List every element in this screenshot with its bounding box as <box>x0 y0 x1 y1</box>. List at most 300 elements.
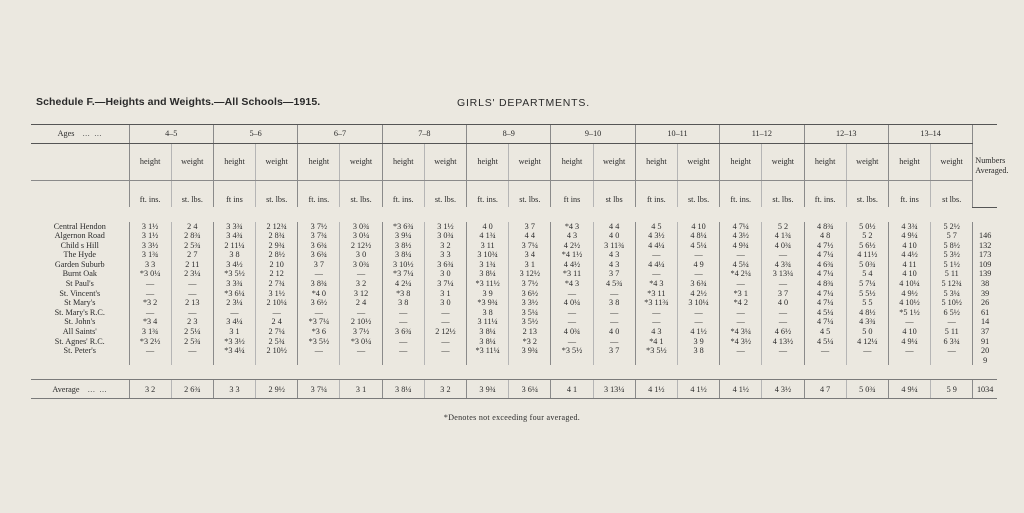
age-group-header: 4–5 <box>129 125 213 144</box>
table-cell: 3 4¼ <box>213 317 255 327</box>
table-cell: 4 0¾ <box>551 327 593 337</box>
table-cell: 3 4 <box>509 250 551 260</box>
unit-label: ft ins <box>551 181 593 208</box>
table-cell: 3 8¼ <box>382 250 424 260</box>
table-cell: 2 3¼ <box>171 269 213 279</box>
table-cell: 2 5¾ <box>171 241 213 251</box>
table-cell: — <box>340 269 382 279</box>
table-cell: 4 5 <box>635 222 677 232</box>
table-cell: 3 10¾ <box>467 250 509 260</box>
school-row <box>31 222 997 232</box>
school-name: All Saints' <box>62 327 97 337</box>
table-cell: 2 10½ <box>340 317 382 327</box>
table-cell <box>888 356 930 366</box>
table-cell: 3 0 <box>424 298 466 308</box>
table-cell: — <box>298 308 340 318</box>
table-cell: 3 7¼ <box>509 241 551 251</box>
spacer-cell <box>31 365 997 380</box>
table-cell: 2 10½ <box>256 346 298 356</box>
table-cell: 3 10¼ <box>677 298 719 308</box>
table-cell: 3 8¼ <box>467 327 509 337</box>
table-cell: 2 12½ <box>424 327 466 337</box>
height-header: height <box>467 144 509 181</box>
numbers-averaged-cell: 14 <box>973 317 997 327</box>
height-header: height <box>720 144 762 181</box>
table-cell: *5 1½ <box>888 308 930 318</box>
table-cell: *3 11¾ <box>635 298 677 308</box>
table-cell: 4 12¼ <box>846 337 888 347</box>
table-cell: *3 3½ <box>213 337 255 347</box>
table-cell: 3 8½ <box>382 241 424 251</box>
weight-header: weight <box>677 144 719 181</box>
school-name: St. John's <box>64 317 96 327</box>
table-cell: 2 13 <box>171 298 213 308</box>
table-cell: — <box>382 317 424 327</box>
units-row <box>31 181 997 208</box>
table-cell: 4 0 <box>593 231 635 241</box>
average-cell: 4 1½ <box>635 380 677 399</box>
table-cell: 4 5¼ <box>804 337 846 347</box>
table-cell: — <box>804 346 846 356</box>
table-cell: 4 2½ <box>677 289 719 299</box>
table-cell: 2 4 <box>171 222 213 232</box>
table-cell: 6 5½ <box>931 308 973 318</box>
table-cell <box>931 356 973 366</box>
table-cell: 5 7 <box>931 231 973 241</box>
table-cell: 3 7 <box>298 260 340 270</box>
school-name: Algernon Road <box>54 231 105 241</box>
table-cell: *3 2 <box>509 337 551 347</box>
table-cell: 2 10 <box>256 260 298 270</box>
table-cell: 3 1¾ <box>129 327 171 337</box>
weight-header: weight <box>340 144 382 181</box>
table-cell: 4 3¾ <box>846 317 888 327</box>
table-cell: 3 7½ <box>340 327 382 337</box>
unit-label: st. lbs. <box>256 181 298 208</box>
table-cell: — <box>424 346 466 356</box>
table-cell: 4 1½ <box>677 327 719 337</box>
ages-header: Ages ... ... <box>31 125 129 144</box>
table-cell: — <box>762 279 804 289</box>
table-cell: 2 7 <box>171 250 213 260</box>
height-header: height <box>635 144 677 181</box>
average-cell: 3 3 <box>213 380 255 399</box>
average-cell: 3 1 <box>340 380 382 399</box>
table-cell: 4 7½ <box>804 241 846 251</box>
table-cell: 3 1¾ <box>129 250 171 260</box>
numbers-averaged-cell: 173 <box>973 250 997 260</box>
spacer-row <box>31 365 997 380</box>
table-cell: 5 3¼ <box>931 289 973 299</box>
table-cell: 3 3½ <box>509 298 551 308</box>
table-cell: 3 6½ <box>298 298 340 308</box>
table-cell: 5 5½ <box>846 289 888 299</box>
school-name: St Mary's <box>64 298 96 308</box>
table-cell: 3 0¼ <box>340 231 382 241</box>
spacer-row <box>31 207 997 222</box>
table-cell: 2 12½ <box>340 241 382 251</box>
school-name: St. Vincent's <box>59 288 101 298</box>
table-cell: *3 7¼ <box>382 269 424 279</box>
school-row <box>31 298 997 308</box>
average-cell: 4 9¼ <box>888 380 930 399</box>
unit-label: ft. ins <box>888 181 930 208</box>
height-header: height <box>551 144 593 181</box>
table-cell: 2 3¼ <box>213 298 255 308</box>
table-cell: 4 0¾ <box>762 241 804 251</box>
average-cell: 4 7 <box>804 380 846 399</box>
table-cell: *3 5½ <box>551 346 593 356</box>
table-cell: 2 4 <box>340 298 382 308</box>
table-cell: 3 9¾ <box>509 346 551 356</box>
table-cell: *3 2½ <box>129 337 171 347</box>
table-cell: *3 6 <box>298 327 340 337</box>
average-cell: 5 9 <box>931 380 973 399</box>
weight-header: weight <box>424 144 466 181</box>
table-cell: 4 4 <box>593 222 635 232</box>
table-cell: 4 5¾ <box>593 279 635 289</box>
average-cell: 2 6¾ <box>171 380 213 399</box>
table-cell: 3 7½ <box>509 279 551 289</box>
table-cell <box>298 356 340 366</box>
table-cell: 3 3 <box>129 260 171 270</box>
table-cell: 3 12 <box>340 289 382 299</box>
table-cell: 4 10 <box>888 327 930 337</box>
table-cell: 4 2¼ <box>382 279 424 289</box>
measure-header-row <box>31 144 997 181</box>
table-cell: 3 1½ <box>129 231 171 241</box>
table-cell: 2 12¾ <box>256 222 298 232</box>
table-cell: 4 1¾ <box>467 231 509 241</box>
unit-label: st. lbs. <box>677 181 719 208</box>
table-cell: 3 1 <box>213 327 255 337</box>
table-cell: 3 3¾ <box>213 222 255 232</box>
table-cell: — <box>298 269 340 279</box>
table-cell: 4 7¼ <box>804 250 846 260</box>
height-header: height <box>888 144 930 181</box>
table-cell: 4 13½ <box>762 337 804 347</box>
numbers-averaged-cell: 38 <box>973 279 997 289</box>
numbers-averaged-cell: 20 <box>973 346 997 356</box>
table-cell: 5 6½ <box>846 241 888 251</box>
height-header: height <box>298 144 340 181</box>
table-cell: 4 11½ <box>846 250 888 260</box>
table-cell: 4 4½ <box>888 250 930 260</box>
school-name <box>31 356 129 366</box>
table-cell: 4 3 <box>635 327 677 337</box>
table-cell: — <box>720 308 762 318</box>
table-cell <box>762 356 804 366</box>
numbers-averaged-cell: 91 <box>973 337 997 347</box>
table-cell: *4 3 <box>551 222 593 232</box>
table-cell <box>846 356 888 366</box>
table-cell: 5 0½ <box>846 222 888 232</box>
table-cell: *3 6¼ <box>213 289 255 299</box>
table-cell: *3 9¾ <box>467 298 509 308</box>
table-cell: *3 11½ <box>467 279 509 289</box>
table-cell: 3 0 <box>340 250 382 260</box>
table-cell: 4 5¼ <box>720 260 762 270</box>
table-cell: 5 4 <box>846 269 888 279</box>
table-cell: *3 11 <box>551 269 593 279</box>
table-cell: 2 5¾ <box>171 337 213 347</box>
table-cell: 4 3½ <box>720 231 762 241</box>
table-cell: 4 5¼ <box>677 241 719 251</box>
table-cell: — <box>129 346 171 356</box>
table-cell: *4 3 <box>635 279 677 289</box>
table-cell: 3 7¼ <box>424 279 466 289</box>
table-cell: 3 13¼ <box>762 269 804 279</box>
age-group-header: 8–9 <box>467 125 551 144</box>
ages-header-spacer <box>31 144 129 181</box>
table-cell: 4 7¼ <box>804 269 846 279</box>
table-cell: *3 4 <box>129 317 171 327</box>
table-cell: 4 1¾ <box>762 231 804 241</box>
table-cell: — <box>129 289 171 299</box>
table-cell: 3 6¾ <box>677 279 719 289</box>
table-cell: 5 11 <box>931 327 973 337</box>
school-name: St. Agnes' R.C. <box>54 336 105 346</box>
table-cell: *3 4¼ <box>213 346 255 356</box>
table-cell: 3 11 <box>467 241 509 251</box>
table-cell: 4 8¼ <box>677 231 719 241</box>
unit-label: st. lbs. <box>846 181 888 208</box>
table-cell: 2 3 <box>171 317 213 327</box>
table-cell: 3 8 <box>467 308 509 318</box>
table-cell: 3 6¾ <box>298 250 340 260</box>
table-cell: 3 1 <box>509 260 551 270</box>
table-cell: 3 8 <box>677 346 719 356</box>
table-cell: 3 7 <box>593 346 635 356</box>
table-cell: — <box>635 317 677 327</box>
height-header: height <box>382 144 424 181</box>
table-cell: — <box>424 308 466 318</box>
school-row <box>31 269 997 279</box>
table-cell: 3 8¼ <box>467 269 509 279</box>
table-cell: 4 4 <box>509 231 551 241</box>
age-group-header: 13–14 <box>888 125 972 144</box>
school-row <box>31 260 997 270</box>
table-cell: 5 2 <box>846 231 888 241</box>
numbers-averaged-cell: 39 <box>973 289 997 299</box>
table-cell: 3 0¾ <box>424 231 466 241</box>
table-cell: 2 8¾ <box>256 231 298 241</box>
table-cell: — <box>635 250 677 260</box>
unit-label: ft. ins. <box>467 181 509 208</box>
table-cell <box>467 356 509 366</box>
unit-label: ft ins. <box>635 181 677 208</box>
table-cell: 4 3 <box>593 250 635 260</box>
table-cell: 2 10¼ <box>256 298 298 308</box>
table-cell: 4 4¼ <box>635 241 677 251</box>
table-cell: 4 9¼ <box>888 231 930 241</box>
weight-header: weight <box>931 144 973 181</box>
school-row <box>31 308 997 318</box>
average-cell: 3 2 <box>129 380 171 399</box>
table-cell: *3 5½ <box>213 269 255 279</box>
school-row <box>31 241 997 251</box>
average-cell: 3 7¼ <box>298 380 340 399</box>
average-cell: 3 9¾ <box>467 380 509 399</box>
table-cell: 4 11 <box>888 260 930 270</box>
table-cell: 4 5¼ <box>804 308 846 318</box>
height-header: height <box>804 144 846 181</box>
unit-label: st. lbs. <box>762 181 804 208</box>
table-cell: 4 3½ <box>635 231 677 241</box>
table-cell: 4 9 <box>677 260 719 270</box>
age-group-header: 5–6 <box>213 125 297 144</box>
table-cell: 4 8¾ <box>804 279 846 289</box>
table-cell: 3 8 <box>213 250 255 260</box>
table-cell: 3 4½ <box>213 260 255 270</box>
table-cell: — <box>593 317 635 327</box>
table-cell: 2 5¾ <box>256 337 298 347</box>
age-group-header: 6–7 <box>298 125 382 144</box>
table-cell: *3 11 <box>635 289 677 299</box>
average-cell: 3 2 <box>424 380 466 399</box>
school-name: Central Hendon <box>53 221 106 231</box>
table-cell: — <box>677 250 719 260</box>
table-cell: 3 4¾ <box>213 231 255 241</box>
table-cell: — <box>931 346 973 356</box>
unit-label: ft. ins. <box>720 181 762 208</box>
table-cell <box>635 356 677 366</box>
table-cell: *4 1½ <box>551 250 593 260</box>
table-cell: 5 1½ <box>931 260 973 270</box>
table-cell: 3 5¼ <box>509 308 551 318</box>
average-cell: 4 3½ <box>762 380 804 399</box>
table-cell: 3 0¾ <box>340 222 382 232</box>
numbers-averaged-cell: 9 <box>973 356 997 366</box>
numbers-averaged-cell: 139 <box>973 269 997 279</box>
weight-header: weight <box>171 144 213 181</box>
table-cell: 4 9¼ <box>888 337 930 347</box>
table-cell: 4 4¼ <box>635 260 677 270</box>
table-cell <box>213 356 255 366</box>
table-cell: 3 10½ <box>382 260 424 270</box>
unit-label: ft. ins. <box>298 181 340 208</box>
table-cell: 3 3½ <box>129 241 171 251</box>
average-cell: 4 1½ <box>720 380 762 399</box>
unit-label: st lbs. <box>931 181 973 208</box>
footnote: *Denotes not exceeding four averaged. <box>443 413 581 422</box>
table-cell: — <box>593 308 635 318</box>
table-cell: — <box>846 346 888 356</box>
table-cell: 4 10 <box>888 241 930 251</box>
table-cell: *4 3 <box>551 279 593 289</box>
table-cell <box>593 356 635 366</box>
table-cell: — <box>635 269 677 279</box>
table-cell: 5 7¼ <box>846 279 888 289</box>
table-cell: 2 8½ <box>256 250 298 260</box>
table-cell: — <box>762 250 804 260</box>
table-cell: 4 0 <box>762 298 804 308</box>
table-cell: 4 7¼ <box>804 298 846 308</box>
table-cell: 3 6¾ <box>298 241 340 251</box>
table-cell: 3 9 <box>677 337 719 347</box>
table-cell: 3 6¾ <box>424 260 466 270</box>
average-label-text: Average <box>52 384 80 394</box>
table-cell: 2 7¼ <box>256 327 298 337</box>
table-cell: 3 5½ <box>509 317 551 327</box>
table-cell: *3 2 <box>129 298 171 308</box>
unit-label: st lbs <box>593 181 635 208</box>
table-cell: *3 8 <box>382 289 424 299</box>
table-cell: 3 8 <box>382 298 424 308</box>
weight-header: weight <box>509 144 551 181</box>
table-cell: — <box>593 289 635 299</box>
table-cell: 4 4½ <box>551 260 593 270</box>
table-cell: 4 0 <box>467 222 509 232</box>
table-cell: 4 3 <box>593 260 635 270</box>
age-group-header: 10–11 <box>635 125 719 144</box>
table-cell: 2 5¼ <box>171 327 213 337</box>
table-cell: — <box>382 308 424 318</box>
numbers-averaged-cell <box>973 222 997 232</box>
weight-header: weight <box>846 144 888 181</box>
table-cell: 3 7 <box>593 269 635 279</box>
table-cell: — <box>762 308 804 318</box>
table-cell: 4 10¼ <box>888 279 930 289</box>
table-cell: — <box>382 337 424 347</box>
table-cell: — <box>551 337 593 347</box>
table-cell: 2 9¾ <box>256 241 298 251</box>
table-cell <box>382 356 424 366</box>
age-header-row <box>31 125 997 144</box>
table-cell: — <box>593 337 635 347</box>
average-cell: 2 9½ <box>256 380 298 399</box>
table-cell: — <box>888 317 930 327</box>
numbers-averaged-cell: 26 <box>973 298 997 308</box>
table-cell <box>424 356 466 366</box>
table-cell: 3 1½ <box>129 222 171 232</box>
age-group-header: 11–12 <box>720 125 804 144</box>
table-cell: — <box>129 279 171 289</box>
average-cell: 3 8¼ <box>382 380 424 399</box>
table-cell: — <box>720 346 762 356</box>
school-name: St. Mary's R.C. <box>54 307 105 317</box>
school-row <box>31 337 997 347</box>
table-cell <box>509 356 551 366</box>
school-row <box>31 327 997 337</box>
table-cell: 4 7¼ <box>804 289 846 299</box>
table-cell: — <box>888 346 930 356</box>
table-cell <box>171 356 213 366</box>
average-cell: 4 1 <box>551 380 593 399</box>
table-cell: — <box>551 308 593 318</box>
age-group-header: 9–10 <box>551 125 635 144</box>
average-cell: 3 6¼ <box>509 380 551 399</box>
unit-label: st. lbs. <box>171 181 213 208</box>
spacer-cell <box>31 207 997 222</box>
table-cell: 3 7¾ <box>298 231 340 241</box>
numbers-averaged-cell: 37 <box>973 327 997 337</box>
table-cell: 4 8¾ <box>804 222 846 232</box>
table-cell <box>340 356 382 366</box>
table-cell: — <box>256 308 298 318</box>
table-cell: *4 0 <box>298 289 340 299</box>
school-name: Child s Hill <box>60 240 99 250</box>
table-cell: — <box>171 346 213 356</box>
table-cell: — <box>720 317 762 327</box>
table-cell: 2 4 <box>256 317 298 327</box>
table-cell: 4 3¾ <box>762 260 804 270</box>
table-cell: 3 1¾ <box>467 260 509 270</box>
table-cell: 3 2 <box>424 241 466 251</box>
table-cell: 3 7½ <box>298 222 340 232</box>
table-cell: 4 3 <box>551 231 593 241</box>
table-cell: — <box>931 317 973 327</box>
